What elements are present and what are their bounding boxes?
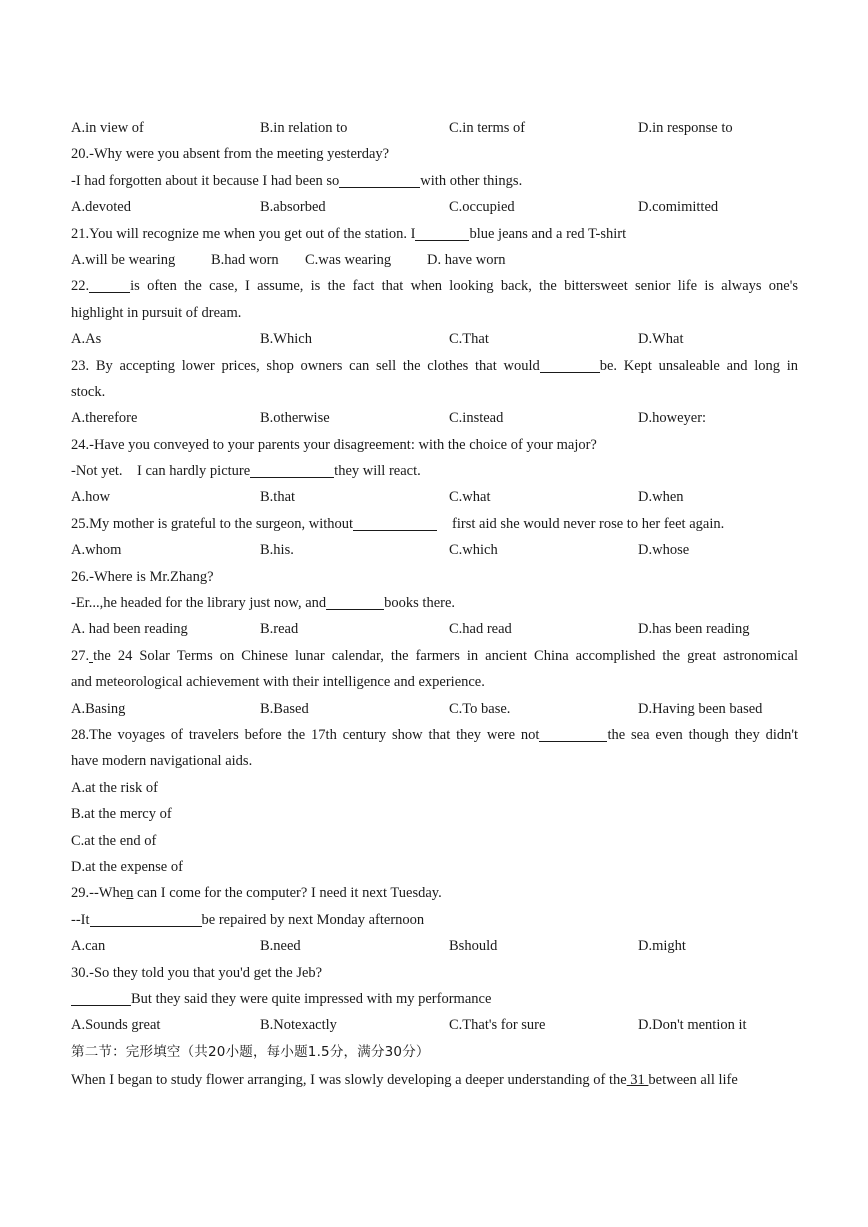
- answer-blank[interactable]: [540, 356, 600, 373]
- option-c[interactable]: C.To base.: [449, 700, 511, 717]
- q27-stem-line1: 27. the 24 Solar Terms on Chinese lunar calendar, the farmers in ancient China accomplished the great astronomical: [71, 647, 798, 664]
- option-a[interactable]: A.As: [71, 331, 102, 348]
- option-b[interactable]: B.had worn: [211, 251, 279, 268]
- q29-reply: --It be repaired by next Monday afternoon: [71, 911, 425, 928]
- option-a[interactable]: A.in view of: [71, 120, 144, 136]
- option-b[interactable]: B.Based: [260, 700, 309, 717]
- option-d[interactable]: D. have worn: [427, 251, 506, 268]
- option-c[interactable]: C.occupied: [449, 199, 515, 216]
- option-d[interactable]: D.might: [638, 938, 686, 955]
- option-d[interactable]: D.at the expense of: [71, 858, 183, 875]
- option-a[interactable]: A.how: [71, 489, 111, 506]
- option-a[interactable]: A.will be wearing: [71, 251, 176, 268]
- option-a[interactable]: A.can: [71, 938, 106, 955]
- q22-stem-line1: 22. is often the case, I assume, is the fact that when looking back, the bittersweet senior life is always one's: [71, 278, 798, 295]
- option-b[interactable]: B.his.: [260, 542, 294, 559]
- q23-stem-line1: 23. By accepting lower prices, shop owners can sell the clothes that would be. Kept unsaleable and long in: [71, 357, 799, 374]
- q27-stem-line2: and meteorological achievement with their intelligence and experience.: [71, 674, 485, 691]
- option-d[interactable]: D.whose: [638, 542, 690, 559]
- answer-blank[interactable]: [326, 593, 384, 610]
- q19-options: [71, 115, 798, 141]
- q30-stem: 30.-So they told you that you'd get the Jeb?: [71, 964, 323, 981]
- option-c[interactable]: C.what: [449, 489, 491, 506]
- q21-options: [71, 247, 798, 273]
- q28-stem-line2: have modern navigational aids.: [71, 753, 253, 770]
- option-b[interactable]: B.at the mercy of: [71, 806, 172, 823]
- option-a[interactable]: A.Sounds great: [71, 1017, 161, 1034]
- q24-reply: -Not yet. I can hardly picture they will react.: [71, 463, 421, 480]
- answer-blank[interactable]: [353, 514, 437, 531]
- q21-stem: 21.You will recognize me when you get out of the station. I blue jeans and a red T-shirt: [71, 225, 627, 242]
- section-heading: 第二节：完形填空（共20小题，每小题1.5分，满分30分）: [71, 1043, 430, 1060]
- option-a[interactable]: A.devoted: [71, 199, 131, 216]
- q22-stem-line2: highlight in pursuit of dream.: [71, 304, 242, 321]
- answer-blank[interactable]: [415, 224, 469, 241]
- answer-blank[interactable]: [71, 989, 131, 1006]
- q30-options: [71, 1012, 798, 1038]
- q26-options: [71, 616, 798, 642]
- option-a[interactable]: A. had been reading: [71, 621, 188, 638]
- option-b[interactable]: B.need: [260, 938, 301, 955]
- q27-options: [71, 696, 798, 722]
- q24-stem: 24.-Have you conveyed to your parents your disagreement: with the choice of your major?: [71, 436, 597, 453]
- q20-options: [71, 194, 798, 220]
- option-c[interactable]: C.was wearing: [305, 251, 392, 268]
- option-d[interactable]: D.Having been based: [638, 700, 763, 717]
- option-c[interactable]: C.instead: [449, 410, 504, 427]
- cloze-number: 31: [626, 1072, 649, 1089]
- q22-options: [71, 326, 798, 352]
- q25-options: [71, 537, 798, 563]
- q23-stem-line2: stock.: [71, 383, 106, 400]
- answer-blank[interactable]: [339, 171, 420, 188]
- q20-stem: 20.-Why were you absent from the meeting yesterday?: [71, 146, 390, 163]
- option-d[interactable]: D.has been reading: [638, 621, 750, 638]
- q24-options: [71, 484, 798, 510]
- option-d[interactable]: D.in response to: [638, 120, 733, 136]
- option-d[interactable]: D.when: [638, 489, 684, 506]
- option-c[interactable]: Bshould: [449, 938, 498, 955]
- option-b[interactable]: B.absorbed: [260, 199, 326, 216]
- cloze-passage: When I began to study flower arranging, I was slowly developing a deeper understanding of the 31 between all life: [71, 1072, 738, 1089]
- option-b[interactable]: B.that: [260, 489, 296, 506]
- option-c[interactable]: C.in terms of: [449, 120, 526, 136]
- option-a[interactable]: A.at the risk of: [71, 779, 158, 796]
- option-c[interactable]: C.which: [449, 542, 498, 559]
- answer-blank[interactable]: [90, 910, 202, 927]
- q23-options: [71, 405, 798, 431]
- answer-blank[interactable]: [89, 276, 130, 293]
- option-d[interactable]: D.howeyer:: [638, 410, 707, 427]
- q26-stem: 26.-Where is Mr.Zhang?: [71, 568, 214, 585]
- q30-reply: But they said they were quite impressed with my performance: [71, 986, 798, 1012]
- q29-options: [71, 933, 798, 959]
- option-b[interactable]: B.in relation to: [260, 120, 348, 136]
- option-b[interactable]: B.otherwise: [260, 410, 330, 427]
- option-a[interactable]: A.therefore: [71, 410, 138, 427]
- option-d[interactable]: D.What: [638, 331, 684, 348]
- option-c[interactable]: C.had read: [449, 621, 512, 638]
- option-b[interactable]: B.Notexactly: [260, 1017, 337, 1034]
- option-d[interactable]: D.Don't mention it: [638, 1017, 747, 1034]
- answer-blank[interactable]: [539, 725, 607, 742]
- q25-stem: 25.My mother is grateful to the surgeon, without first aid she would never rose to her feet again.: [71, 515, 725, 532]
- q29-stem: 29.--When can I come for the computer? I need it next Tuesday.: [71, 885, 442, 902]
- q20-reply: -I had forgotten about it because I had been so with other things.: [71, 172, 523, 189]
- answer-blank[interactable]: [250, 461, 334, 478]
- option-a[interactable]: A.Basing: [71, 700, 126, 717]
- q26-reply: -Er...,he headed for the library just now, and books there.: [71, 595, 456, 612]
- option-c[interactable]: C.at the end of: [71, 832, 157, 849]
- exam-page: [71, 115, 798, 1093]
- option-b[interactable]: B.Which: [260, 331, 312, 348]
- q28-stem-line1: 28.The voyages of travelers before the 17th century show that they were not the sea even though they didn't: [71, 726, 799, 743]
- option-c[interactable]: C.That: [449, 331, 489, 348]
- option-a[interactable]: A.whom: [71, 542, 122, 559]
- option-c[interactable]: C.That's for sure: [449, 1017, 546, 1034]
- option-d[interactable]: D.comimitted: [638, 199, 719, 216]
- option-b[interactable]: B.read: [260, 621, 299, 638]
